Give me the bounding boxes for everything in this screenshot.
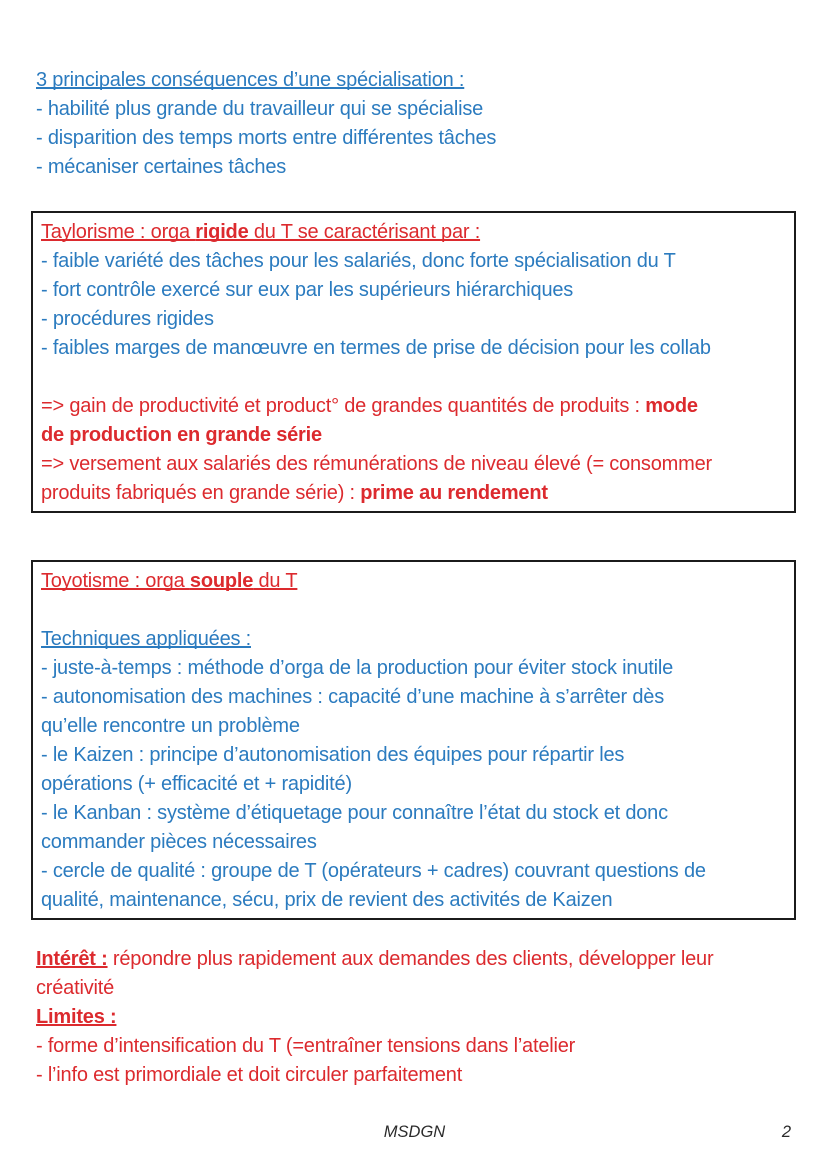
text-line — [41, 654, 788, 683]
page-footer — [36, 1118, 793, 1147]
text-line — [41, 596, 788, 625]
text-line — [41, 334, 788, 363]
text-line — [41, 363, 788, 392]
text-line — [41, 392, 788, 421]
text-segment: - juste-à-temps : méthode d’orga de la production pour éviter stock inutile — [41, 657, 674, 679]
text-segment: de production en grande série — [41, 424, 322, 446]
text-line — [41, 247, 788, 276]
text-segment: - fort contrôle exercé sur eux par les supérieurs hiérarchiques — [41, 279, 574, 301]
text-segment: du T — [253, 570, 298, 592]
text-line — [41, 479, 788, 508]
text-line — [41, 567, 788, 596]
text-line — [36, 974, 793, 1003]
text-segment: => versement aux salariés des rémunérations de niveau élevé (= consommer — [41, 453, 712, 475]
text-line — [41, 770, 788, 799]
text-segment: => gain de productivité et product° de grandes quantités de produits : — [41, 395, 646, 417]
text-line — [41, 741, 788, 770]
text-line — [41, 421, 788, 450]
text-segment: - l’info est primordiale et doit circuler parfaitement — [36, 1064, 463, 1086]
text-line — [41, 799, 788, 828]
text-line — [36, 95, 793, 124]
text-segment: répondre plus rapidement aux demandes des clients, développer leur — [107, 948, 714, 970]
text-line — [41, 712, 788, 741]
text-segment: produits fabriqués en grande série) : — [41, 482, 361, 504]
text-segment: du T se caractérisant par : — [248, 221, 481, 243]
text-line — [36, 124, 793, 153]
footer-doc-code: MSDGN — [383, 1123, 446, 1141]
taylorisme-box — [31, 211, 796, 513]
text-segment: 3 principales conséquences d’une spécialisation : — [36, 69, 465, 91]
intro-section — [36, 66, 793, 182]
text-segment: - procédures rigides — [41, 308, 214, 330]
text-line — [36, 945, 793, 974]
text-line — [36, 66, 793, 95]
text-line — [41, 305, 788, 334]
text-line — [41, 886, 788, 915]
footer-page-number: 2 — [781, 1123, 791, 1141]
text-line — [41, 828, 788, 857]
text-line — [36, 1061, 793, 1090]
text-segment: - forme d’intensification du T (=entraîner tensions dans l’atelier — [36, 1035, 576, 1057]
text-segment: Intérêt : — [36, 948, 108, 970]
text-segment: - habilité plus grande du travailleur qui se spécialise — [36, 98, 484, 120]
text-line — [41, 683, 788, 712]
toyotisme-box — [31, 560, 796, 920]
text-line — [36, 1032, 793, 1061]
text-segment: souple — [189, 570, 254, 592]
text-segment: qualité, maintenance, sécu, prix de revient des activités de Kaizen — [41, 889, 613, 911]
text-segment: Techniques appliquées : — [41, 628, 251, 650]
text-segment: prime au rendement — [360, 482, 548, 504]
text-segment: opérations (+ efficacité et + rapidité) — [41, 773, 352, 795]
text-line — [41, 218, 788, 247]
text-segment: rigide — [195, 221, 249, 243]
text-line — [41, 450, 788, 479]
text-line — [41, 625, 788, 654]
text-segment: mode — [645, 395, 698, 417]
text-segment: - le Kaizen : principe d’autonomisation des équipes pour répartir les — [41, 744, 625, 766]
text-segment: - le Kanban : système d’étiquetage pour connaître l’état du stock et donc — [41, 802, 668, 824]
text-segment: - faibles marges de manœuvre en termes de prise de décision pour les collab — [41, 337, 711, 359]
text-segment: qu’elle rencontre un problème — [41, 715, 300, 737]
text-line — [36, 153, 793, 182]
text-segment: - cercle de qualité : groupe de T (opérateurs + cadres) couvrant questions de — [41, 860, 706, 882]
text-segment: créativité — [36, 977, 115, 999]
text-segment: - mécaniser certaines tâches — [36, 156, 287, 178]
text-segment: Limites : — [36, 1006, 117, 1028]
text-segment: Taylorisme : orga — [41, 221, 196, 243]
text-segment: - disparition des temps morts entre différentes tâches — [36, 127, 497, 149]
text-segment: - autonomisation des machines : capacité d’une machine à s’arrêter dès — [41, 686, 665, 708]
text-segment: commander pièces nécessaires — [41, 831, 317, 853]
text-line — [36, 1003, 793, 1032]
text-segment: Toyotisme : orga — [41, 570, 190, 592]
text-segment: - faible variété des tâches pour les salariés, donc forte spécialisation du T — [41, 250, 676, 272]
text-line — [41, 857, 788, 886]
text-line — [41, 276, 788, 305]
conclusion-section — [36, 945, 793, 1090]
